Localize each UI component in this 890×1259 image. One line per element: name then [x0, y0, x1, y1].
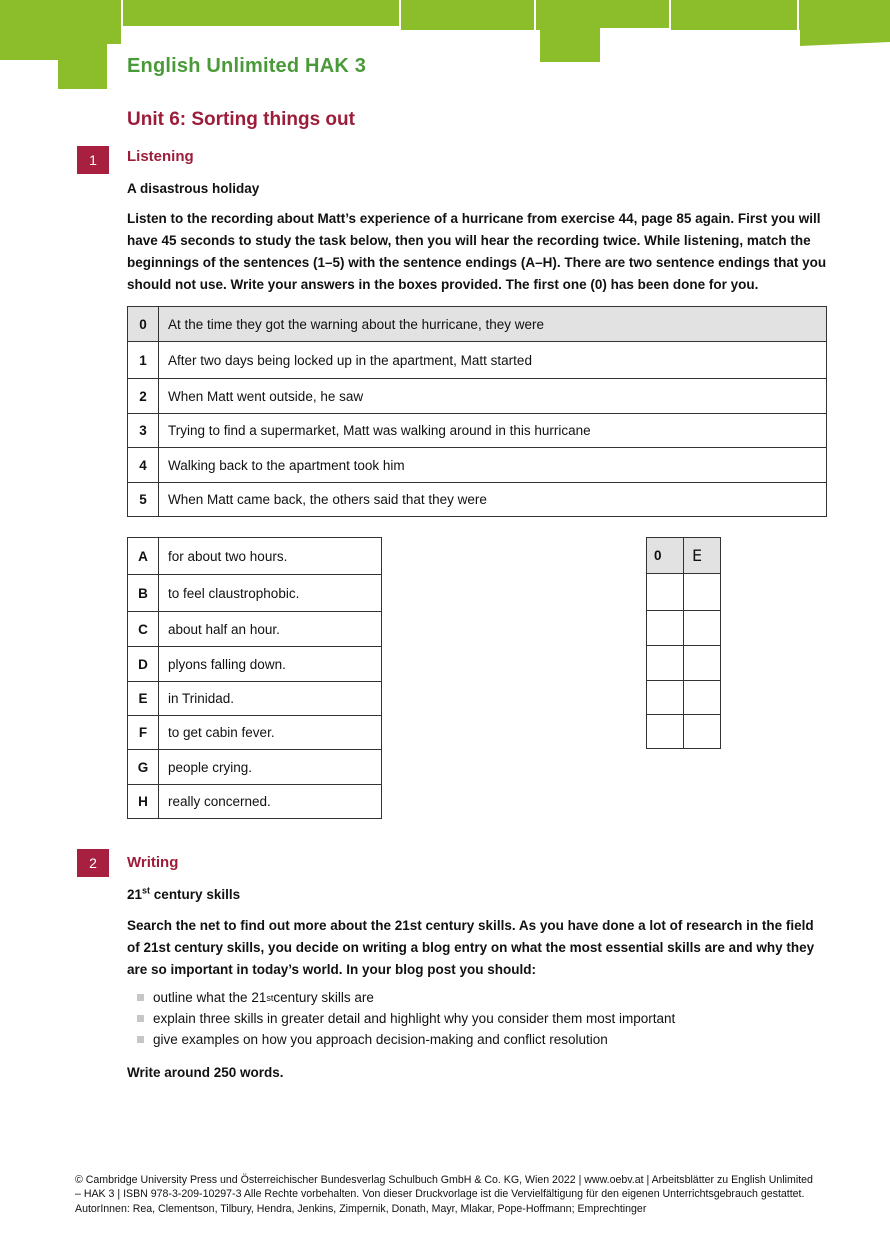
- table-row: [128, 647, 382, 682]
- answer-box[interactable]: [684, 715, 721, 749]
- answer-number-box[interactable]: [647, 611, 684, 646]
- answer-number-box[interactable]: [647, 715, 684, 749]
- answer-row: [647, 646, 721, 681]
- sentence-beginnings-table: [127, 306, 827, 517]
- unit-title: Unit 6: Sorting things out: [127, 109, 355, 130]
- answer-boxes-table: [646, 537, 721, 749]
- answer-number: 0: [647, 538, 684, 574]
- row-text: in Trinidad.: [159, 682, 382, 716]
- subtitle-text: century skills: [150, 887, 241, 902]
- row-text: When Matt came back, the others said that they were: [159, 483, 827, 517]
- answer-box[interactable]: [684, 681, 721, 715]
- row-letter: B: [128, 575, 159, 612]
- subtitle-suffix: st: [142, 885, 151, 896]
- row-number: 5: [128, 483, 159, 517]
- answer-row: [647, 574, 721, 611]
- row-number: 2: [128, 379, 159, 414]
- table-row: [128, 716, 382, 750]
- task-subtitle: A disastrous holiday: [127, 181, 260, 196]
- answer-row: [647, 611, 721, 646]
- answer-row: [647, 715, 721, 749]
- row-letter: G: [128, 750, 159, 785]
- row-letter: H: [128, 785, 159, 819]
- section-number-1: 1: [77, 146, 109, 174]
- answer-box[interactable]: [684, 646, 721, 681]
- table-row: [128, 414, 827, 448]
- row-text: about half an hour.: [159, 612, 382, 647]
- row-letter: D: [128, 647, 159, 682]
- bullet-text-post: century skills are: [273, 990, 374, 1005]
- list-item: [137, 1029, 675, 1050]
- table-row: [128, 307, 827, 342]
- answer-row: [647, 681, 721, 715]
- list-item: [137, 1008, 675, 1029]
- row-number: 3: [128, 414, 159, 448]
- row-text: After two days being locked up in the apartment, Matt started: [159, 342, 827, 379]
- word-count-note: Write around 250 words.: [127, 1065, 284, 1080]
- section-number-2: 2: [77, 849, 109, 877]
- sentence-endings-table: [127, 537, 382, 819]
- footer-line-copyright: © Cambridge University Press und Österreichischer Bundesverlag Schulbuch GmbH & Co. KG, Wien 2022 | www.oebv.at | Arbeitsblätter zu English Unlimited – HAK 3 | ISBN 978-3-209-10297-3 Alle Rechte vorbehalten. Von dieser Druckvorlage ist die Vervielfältigung für den eigenen Unterrichtsgebrauch gestattet.: [75, 1174, 813, 1201]
- table-row: [128, 750, 382, 785]
- row-letter: E: [128, 682, 159, 716]
- table-row: [128, 575, 382, 612]
- square-bullet-icon: [137, 994, 144, 1001]
- answer-number-box[interactable]: [647, 574, 684, 611]
- table-row: [128, 342, 827, 379]
- row-letter: A: [128, 538, 159, 575]
- table-row: [128, 379, 827, 414]
- header-banner: [0, 0, 890, 95]
- table-row: [128, 785, 382, 819]
- row-text: to feel claustrophobic.: [159, 575, 382, 612]
- task-instructions: Listen to the recording about Matt’s experience of a hurricane from exercise 44, page 85 again. First you will have 45 seconds to study the task below, then you will hear the recording twice. While listening, match the beginnings of the sentences (1–5) with the sentence endings (A–H). There are two sentence endings that you should not use. Write your answers in the boxes provided. The first one (0) has been done for you.: [127, 211, 827, 292]
- answer-row: [647, 538, 721, 574]
- answer-number-box[interactable]: [647, 681, 684, 715]
- row-text: for about two hours.: [159, 538, 382, 575]
- row-number: 0: [128, 307, 159, 342]
- row-text: When Matt went outside, he saw: [159, 379, 827, 414]
- subtitle-number: 21: [127, 887, 143, 902]
- answer-number-box[interactable]: [647, 646, 684, 681]
- row-text: At the time they got the warning about the hurricane, they were: [159, 307, 827, 342]
- row-text: really concerned.: [159, 785, 382, 819]
- row-text: plyons falling down.: [159, 647, 382, 682]
- table-row: [128, 538, 382, 575]
- bullet-text-pre: outline what the 21: [153, 990, 267, 1005]
- row-text: people crying.: [159, 750, 382, 785]
- footer-line-authors: AutorInnen: Rea, Clementson, Tilbury, Hendra, Jenkins, Zimpernik, Donath, Mayr, Mlakar, Pope-Hoffmann; Emprechtinger: [75, 1202, 647, 1215]
- footer-copyright: [75, 1173, 815, 1216]
- table-row: [128, 612, 382, 647]
- table-row: [128, 682, 382, 716]
- task-subtitle: [127, 887, 240, 902]
- list-item: outline what the 21 st century skills are: [137, 987, 675, 1008]
- square-bullet-icon: [137, 1015, 144, 1022]
- row-text: to get cabin fever.: [159, 716, 382, 750]
- section-title-writing: Writing: [127, 854, 179, 871]
- answer-box[interactable]: [684, 574, 721, 611]
- square-bullet-icon: [137, 1036, 144, 1043]
- row-text: Walking back to the apartment took him: [159, 448, 827, 483]
- row-text: Trying to find a supermarket, Matt was walking around in this hurricane: [159, 414, 827, 448]
- bullet-text: give examples on how you approach decision-making and conflict resolution: [153, 1032, 608, 1047]
- brand-title: English Unlimited HAK 3: [127, 55, 367, 77]
- requirements-list: [137, 987, 675, 1050]
- row-letter: F: [128, 716, 159, 750]
- table-row: [128, 483, 827, 517]
- section-title-listening: Listening: [127, 148, 194, 165]
- answer-box: E: [684, 538, 721, 574]
- table-row: [128, 448, 827, 483]
- row-number: 4: [128, 448, 159, 483]
- task-instructions: Search the net to find out more about the 21st century skills. As you have done a lot of research in the field of 21st century skills, you decide on writing a blog entry on what the most essential skills are and why they are so important in today’s world. In your blog post you should:: [127, 918, 815, 977]
- row-letter: C: [128, 612, 159, 647]
- answer-box[interactable]: [684, 611, 721, 646]
- row-number: 1: [128, 342, 159, 379]
- bullet-text: explain three skills in greater detail and highlight why you consider them most important: [153, 1011, 676, 1026]
